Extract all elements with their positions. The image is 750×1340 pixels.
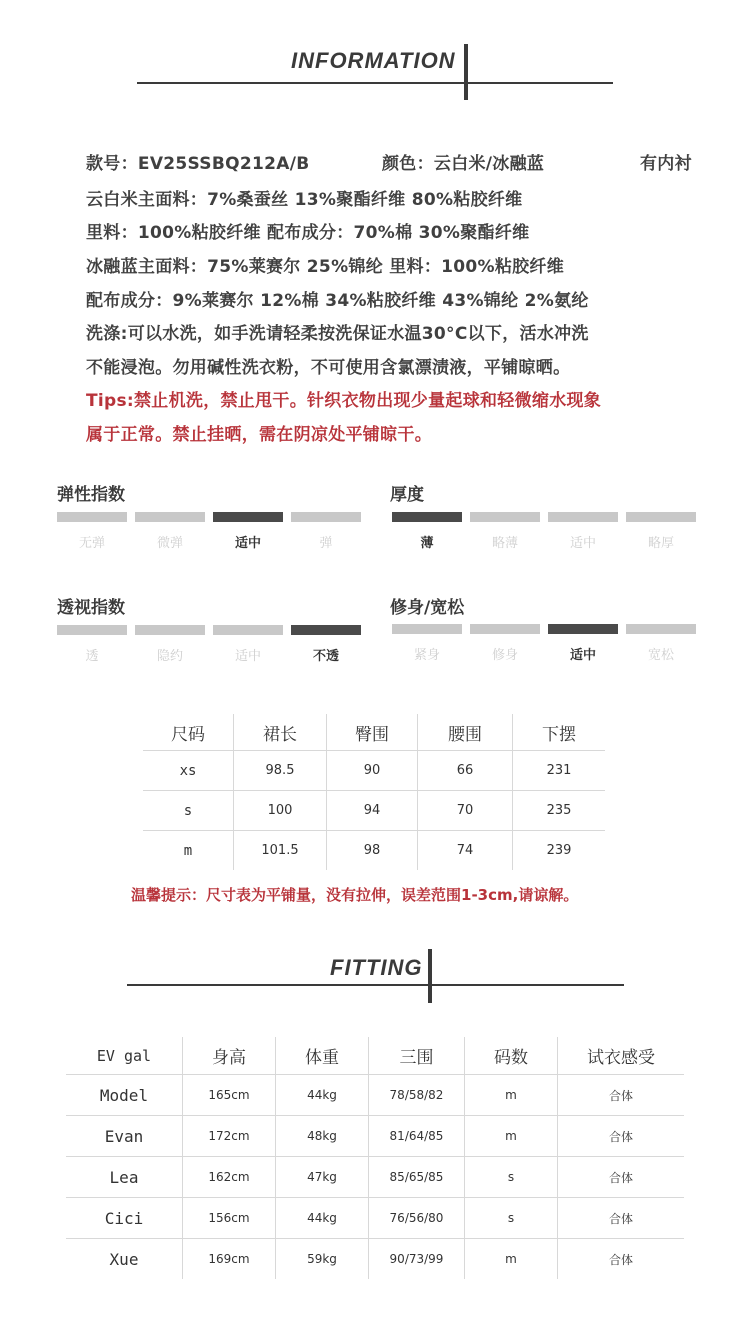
header-cell: 体重 (276, 1037, 369, 1075)
table-cell: xs (143, 751, 234, 791)
header-cell: 下摆 (513, 714, 606, 751)
table-cell: 48kg (276, 1116, 369, 1157)
index-title: 透视指数 (57, 598, 125, 618)
table-cell: Evan (66, 1116, 183, 1157)
table-row (66, 1198, 684, 1239)
table-cell: 231 (513, 751, 606, 791)
table-cell: 85/65/85 (369, 1157, 465, 1198)
table-cell: 合体 (558, 1116, 685, 1157)
table-row (143, 831, 605, 871)
table-cell: 81/64/85 (369, 1116, 465, 1157)
table-cell: 66 (418, 751, 513, 791)
index-title: 弹性指数 (57, 485, 125, 505)
table-cell: 47kg (276, 1157, 369, 1198)
index-scale (392, 512, 696, 551)
tips-line-1: Tips:禁止机洗，禁止甩干。针织衣物出现少量起球和轻微缩水现象 (86, 391, 602, 411)
header-cell: 裙长 (234, 714, 327, 751)
table-cell: 44kg (276, 1075, 369, 1116)
fabric-line-3: 冰融蓝主面料：75%莱赛尔 25%锦纶 里料：100%粘胶纤维 (86, 257, 565, 277)
table-cell: 合体 (558, 1075, 685, 1116)
index-option: 微弹 (135, 512, 205, 551)
table-row (66, 1157, 684, 1198)
index-option-selected: 不透 (291, 625, 361, 664)
table-cell: s (143, 791, 234, 831)
header-cell: EV gal (66, 1037, 183, 1075)
wash-line-1: 洗涤:可以水洗，如手洗请轻柔按洗保证水温30°C以下，活水冲洗 (86, 324, 589, 344)
index-option: 紧身 (392, 624, 462, 663)
table-cell: 74 (418, 831, 513, 871)
index-title: 厚度 (390, 485, 424, 505)
table-cell: m (465, 1116, 558, 1157)
table-cell: 100 (234, 791, 327, 831)
index-option-selected: 适中 (548, 624, 618, 663)
table-cell: m (183, 842, 193, 859)
table-cell: Lea (66, 1157, 183, 1198)
index-option: 隐约 (135, 625, 205, 664)
header-cell: 试衣感受 (558, 1037, 685, 1075)
size-table (143, 714, 605, 870)
style-number: 款号：EV25SSBQ212A/B (86, 154, 310, 174)
index-title: 修身/宽松 (390, 598, 465, 618)
index-option-selected: 薄 (392, 512, 462, 551)
header-cell: 三围 (369, 1037, 465, 1075)
table-cell: 235 (513, 791, 606, 831)
index-option: 透 (57, 625, 127, 664)
index-option: 适中 (548, 512, 618, 551)
table-row (143, 791, 605, 831)
fabric-line-4: 配布成分：9%莱赛尔 12%棉 34%粘胶纤维 43%锦纶 2%氨纶 (86, 291, 589, 311)
table-cell: m (465, 1239, 558, 1280)
index-scale (57, 625, 361, 664)
table-cell: 94 (327, 791, 418, 831)
table-cell: 59kg (276, 1239, 369, 1280)
index-option: 略薄 (470, 512, 540, 551)
table-cell: 239 (513, 831, 606, 871)
table-cell: 合体 (558, 1198, 685, 1239)
header-cell: 码数 (465, 1037, 558, 1075)
index-option: 弹 (291, 512, 361, 551)
table-cell: s (465, 1198, 558, 1239)
table-cell: 78/58/82 (369, 1075, 465, 1116)
header-cell: 臀围 (327, 714, 418, 751)
index-scale (57, 512, 361, 551)
index-option: 略厚 (626, 512, 696, 551)
table-row (66, 1116, 684, 1157)
table-cell: 169cm (183, 1239, 276, 1280)
header-cell: 身高 (183, 1037, 276, 1075)
index-option: 宽松 (626, 624, 696, 663)
fitting-accent-bar (428, 949, 432, 1003)
table-cell: s (465, 1157, 558, 1198)
table-cell: 44kg (276, 1198, 369, 1239)
header-cell: 腰围 (418, 714, 513, 751)
table-header-row (66, 1037, 684, 1075)
fabric-line-2: 里料：100%粘胶纤维 配布成分：70%棉 30%聚酯纤维 (86, 223, 530, 243)
table-cell: 90/73/99 (369, 1239, 465, 1280)
index-option-selected: 适中 (213, 512, 283, 551)
tips-line-2: 属于正常。禁止挂晒，需在阴凉处平铺晾干。 (86, 425, 432, 445)
table-cell: 162cm (183, 1157, 276, 1198)
wash-line-2: 不能浸泡。勿用碱性洗衣粉，不可使用含氯漂渍液，平铺晾晒。 (86, 358, 571, 378)
fabric-line-1: 云白米主面料：7%桑蚕丝 13%聚酯纤维 80%粘胶纤维 (86, 190, 523, 210)
information-accent-bar (464, 44, 468, 100)
table-row (143, 751, 605, 791)
table-row (66, 1075, 684, 1116)
table-header-row (143, 714, 605, 751)
information-divider (137, 82, 613, 84)
fitting-table (66, 1037, 684, 1279)
table-cell: 156cm (183, 1198, 276, 1239)
table-cell: Xue (109, 1249, 139, 1269)
table-cell: 172cm (183, 1116, 276, 1157)
table-cell: Model (66, 1075, 183, 1116)
lining-info: 有内衬 (640, 154, 692, 174)
table-cell: 合体 (558, 1157, 685, 1198)
table-cell: 合体 (558, 1239, 685, 1280)
header-cell: 尺码 (143, 714, 234, 751)
information-heading: INFORMATION (291, 48, 456, 73)
table-cell: 165cm (183, 1075, 276, 1116)
fitting-heading: FITTING (330, 955, 423, 980)
fitting-divider (127, 984, 624, 986)
color-info: 颜色：云白米/冰融蓝 (382, 154, 545, 174)
table-cell: 70 (418, 791, 513, 831)
index-option: 适中 (213, 625, 283, 664)
index-option: 无弹 (57, 512, 127, 551)
index-option: 修身 (470, 624, 540, 663)
index-scale (392, 624, 696, 663)
table-row (66, 1239, 684, 1280)
table-cell: 90 (327, 751, 418, 791)
table-cell: 76/56/80 (369, 1198, 465, 1239)
size-note: 温馨提示：尺寸表为平铺量，没有拉伸，误差范围1-3cm,请谅解。 (131, 886, 579, 904)
table-cell: m (465, 1075, 558, 1116)
table-cell: 101.5 (234, 831, 327, 871)
table-cell: 98 (327, 831, 418, 871)
table-cell: 98.5 (234, 751, 327, 791)
table-cell: Cici (66, 1198, 183, 1239)
